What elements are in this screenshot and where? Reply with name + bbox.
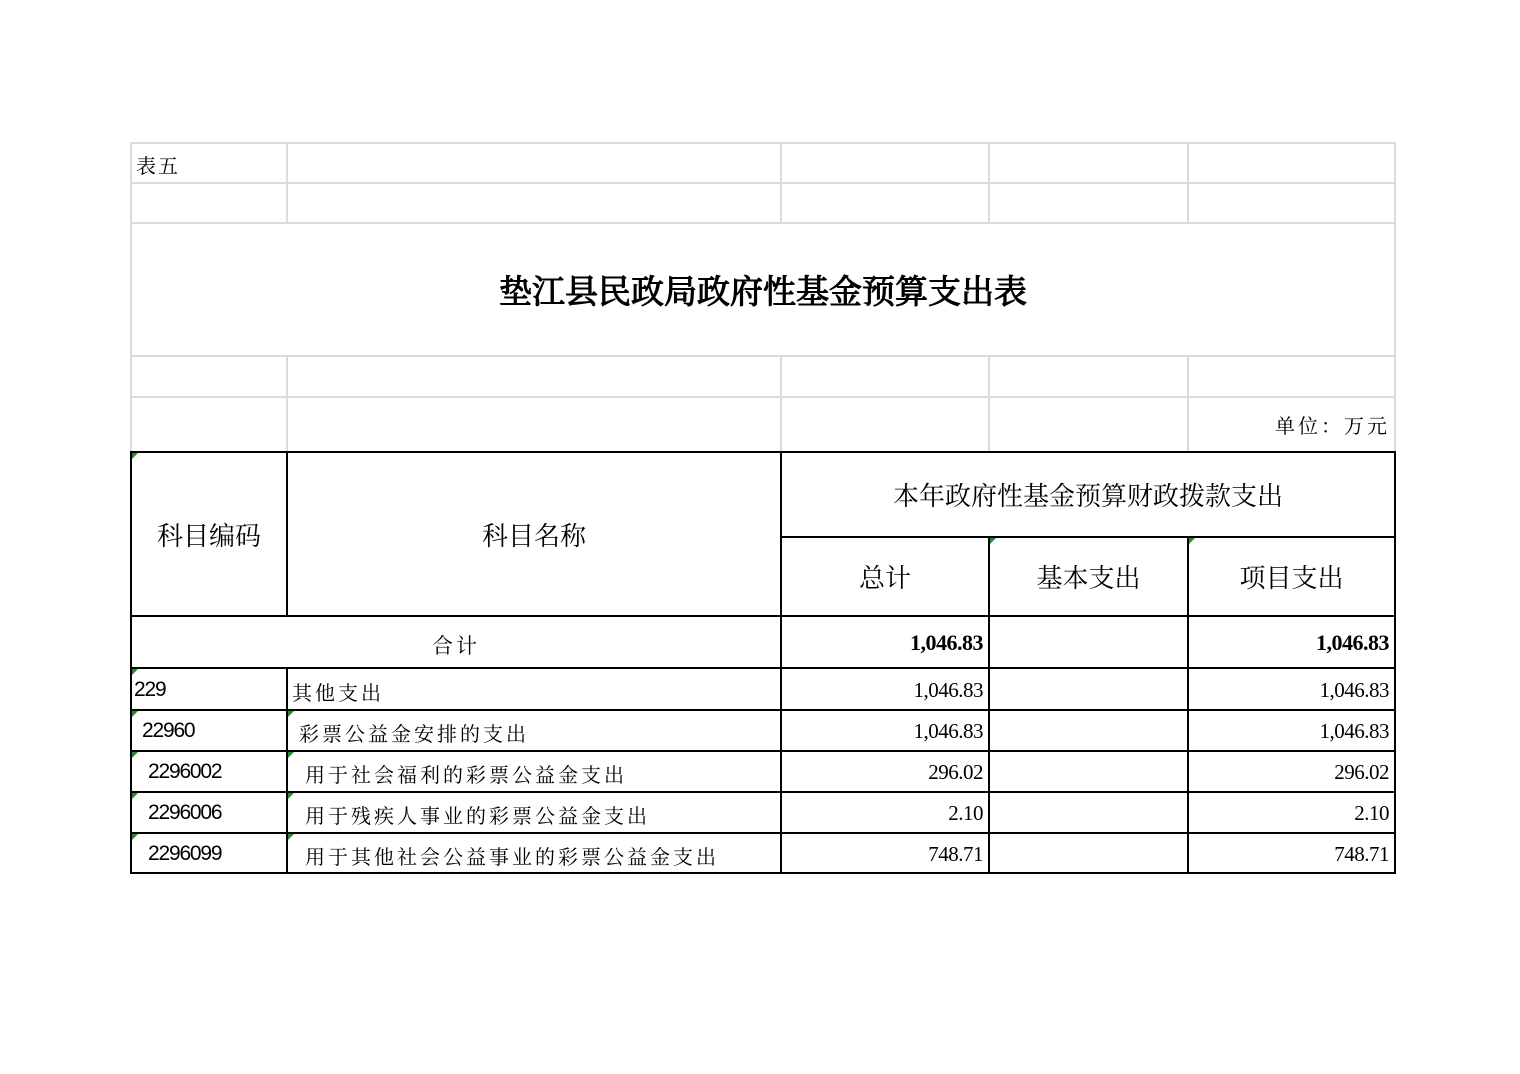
cell-marker: [990, 538, 996, 544]
header-basic: 基本支出: [1036, 564, 1141, 594]
header-group: 本年政府性基金预算财政拨款支出: [892, 482, 1283, 512]
row-project: 748.71: [1334, 842, 1389, 866]
row-total: 1,046.83: [913, 719, 983, 743]
row-total: 1,046.83: [913, 678, 983, 702]
row-project: 2.10: [1354, 801, 1389, 825]
row-code: 2296002: [148, 760, 222, 783]
cell-marker: [132, 752, 138, 758]
row-name: 其他支出: [292, 681, 384, 705]
header-name: 科目名称: [481, 521, 586, 552]
cell-marker: [132, 711, 138, 717]
header-total: 总计: [858, 564, 911, 594]
cell-marker: [288, 711, 294, 717]
gridline: [131, 355, 1396, 357]
gridline: [131, 182, 1396, 184]
cell-marker: [132, 669, 138, 675]
table-border: [1394, 451, 1396, 874]
gridline: [988, 142, 990, 222]
row-name: 用于其他社会公益事业的彩票公益金支出: [305, 845, 719, 869]
gridline: [1187, 142, 1189, 222]
row-name: 用于社会福利的彩票公益金支出: [305, 763, 627, 787]
gridline: [780, 142, 782, 222]
row-total: 748.71: [928, 842, 983, 866]
table-border: [286, 667, 288, 874]
cell-marker: [132, 834, 138, 840]
row-total: 2.10: [948, 801, 983, 825]
table-border: [130, 872, 1396, 874]
gridline: [131, 142, 1396, 144]
row-project: 1,046.83: [1319, 678, 1389, 702]
cell-marker: [132, 453, 138, 459]
table-border: [130, 667, 1396, 669]
row-project: 296.02: [1334, 760, 1389, 784]
table-border: [130, 709, 1396, 711]
summary-label: 合计: [432, 634, 480, 658]
row-project: 1,046.83: [1319, 719, 1389, 743]
row-total: 296.02: [928, 760, 983, 784]
unit-label: 单位：万元: [1275, 414, 1390, 438]
summary-project: 1,046.83: [1316, 630, 1389, 655]
gridline: [286, 142, 288, 222]
table-border: [130, 832, 1396, 834]
gridline: [131, 396, 1396, 398]
cell-marker: [288, 793, 294, 799]
header-project: 项目支出: [1239, 564, 1344, 594]
header-code: 科目编码: [156, 521, 261, 552]
row-code: 22960: [142, 719, 195, 742]
gridline: [131, 222, 1396, 224]
table-border: [130, 615, 1396, 617]
table-border: [130, 750, 1396, 752]
row-name: 用于残疾人事业的彩票公益金支出: [305, 804, 650, 828]
row-code: 2296006: [148, 801, 222, 824]
gridline: [780, 355, 782, 452]
row-name: 彩票公益金安排的支出: [299, 722, 529, 746]
gridline: [988, 355, 990, 452]
row-code: 229: [134, 678, 166, 701]
table-number: 表五: [136, 154, 180, 178]
gridline: [1187, 355, 1189, 452]
table-border: [130, 791, 1396, 793]
cell-marker: [132, 793, 138, 799]
summary-total: 1,046.83: [910, 630, 983, 655]
cell-marker: [288, 834, 294, 840]
row-code: 2296099: [148, 842, 222, 865]
gridline: [286, 355, 288, 452]
page-title: 垫江县民政局政府性基金预算支出表: [499, 272, 1027, 311]
cell-marker: [1189, 538, 1195, 544]
cell-marker: [288, 752, 294, 758]
